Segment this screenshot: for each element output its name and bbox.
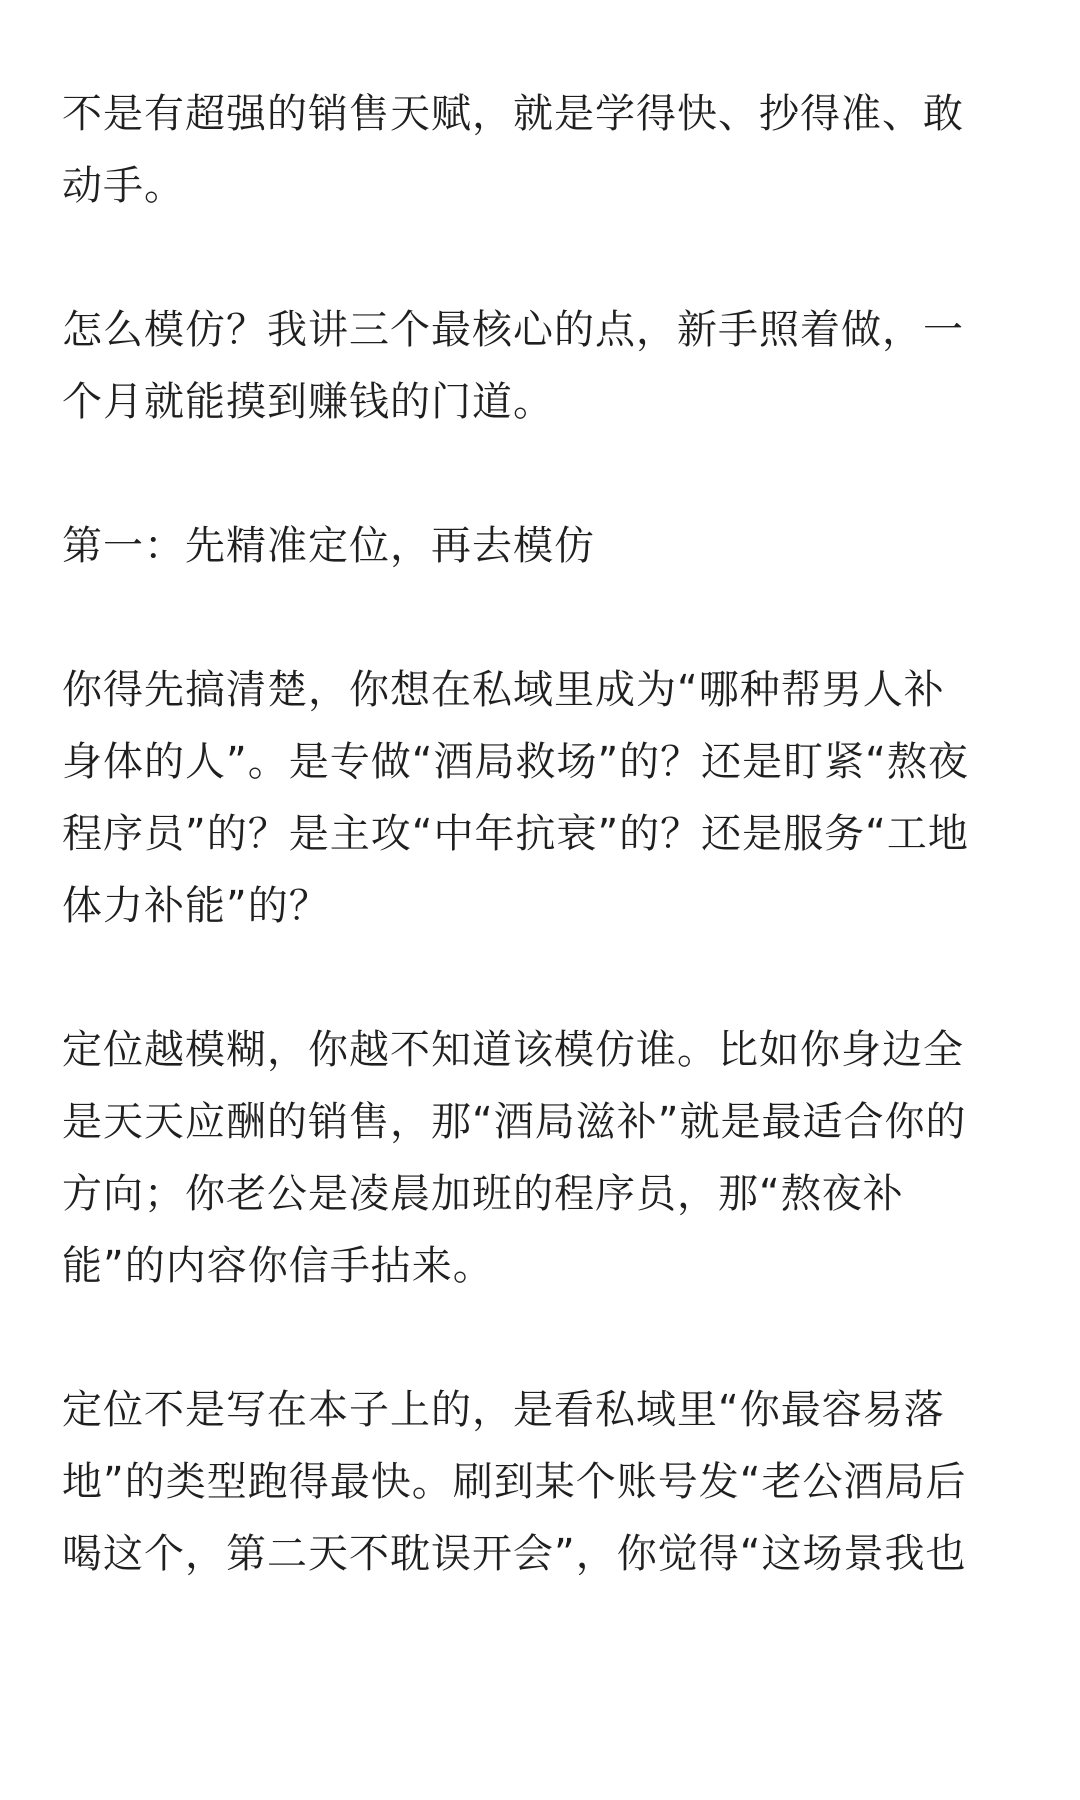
text-line: 地”的类型跑得最快。刷到某个账号发“老公酒局后 — [62, 1459, 967, 1505]
paragraph-how-to-imitate — [62, 294, 1018, 438]
text-line: 程序员”的？是主攻“中年抗衰”的？还是服务“工地 — [62, 811, 969, 857]
text-line: 喝这个，第二天不耽误开会”，你觉得“这场景我也 — [62, 1531, 967, 1577]
text-line: 体力补能”的？ — [62, 883, 330, 929]
paragraph-positioning — [62, 654, 1018, 942]
text-line: 身体的人”。是专做“酒局救场”的？还是盯紧“熬夜 — [62, 739, 969, 785]
text-line: 是天天应酬的销售，那“酒局滋补”就是最适合你的 — [62, 1099, 967, 1145]
paragraph-positioning-example — [62, 1014, 1018, 1302]
text-line: 能”的内容你信手拈来。 — [62, 1243, 494, 1289]
text-line: 怎么模仿？我讲三个最核心的点，新手照着做，一 — [62, 307, 964, 353]
section-heading-first — [62, 510, 1018, 582]
text-line: 定位不是写在本子上的，是看私域里“你最容易落 — [62, 1387, 945, 1433]
text-line: 个月就能摸到赚钱的门道。 — [62, 379, 554, 425]
text-line: 不是有超强的销售天赋，就是学得快、抄得准、敢 — [62, 91, 964, 137]
text-line: 定位越模糊，你越不知道该模仿谁。比如你身边全 — [62, 1027, 964, 1073]
paragraph-positioning-practice — [62, 1374, 1018, 1590]
paragraph-intro — [62, 78, 1018, 222]
text-line: 方向；你老公是凌晨加班的程序员，那“熬夜补 — [62, 1171, 904, 1217]
text-line: 你得先搞清楚，你想在私域里成为“哪种帮男人补 — [62, 667, 945, 713]
text-line: 第一：先精准定位，再去模仿 — [62, 523, 595, 569]
text-line: 动手。 — [62, 163, 185, 209]
